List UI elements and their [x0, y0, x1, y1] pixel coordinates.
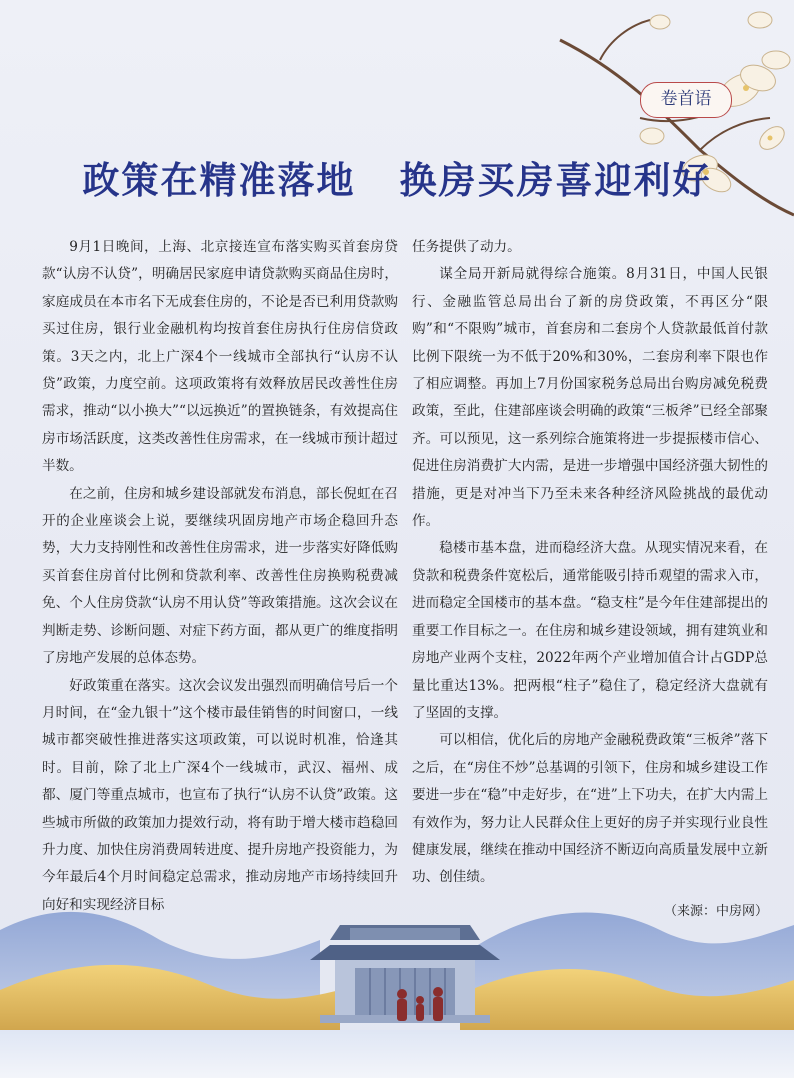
title-part-1: 政策在精准落地 — [82, 158, 356, 202]
paragraph: 谋全局开新局就得综合施策。8月31日，中国人民银行、金融监管总局出台了新的房贷政策，不再区分“限购”和“不限购”城市，首套房和二套房个人贷款最低首付款比例下限统一为不低于20%和30%，二套房利率下限也作了相应调整。再加上7月份国家税务总局出台购房减免税费政策，至此，住建部座谈会明确的政策“三板斧”已经全部聚齐。可以预见，这一系列综合施策将进一步提振楼市信心、促进住房消费扩大内需，是进一步增强中国经济强大韧性的措施，更是对冲当下乃至未来各种经济风险挑战的最优动作。 — [412, 266, 768, 530]
paragraph: 好政策重在落实。这次会议发出强烈而明确信号后一个月时间，在“金九银十”这个楼市最佳销售的时间窗口，一线城市都突破性推进落实这项政策，可以说时机准，恰逢其时。目前，除了北上广深4个一线城市，武汉、福州、成都、厦门等重点城市，也宣布了执行“认房不认贷”政策。这些城市所做的政策加力提效行动，将有助于增大楼市趋稳回升力度、加快住房消费周转进度、提升房地产投资能力，为今年最后4个月时间稳定总需求，推动房地产市场持续回升向好和实现经济目标 — [42, 677, 398, 913]
source-credit: （来源：中房网） — [663, 903, 768, 919]
title-part-2: 换房买房喜迎利好 — [399, 158, 712, 202]
paragraph: 可以相信，优化后的房地产金融税费政策“三板斧”落下之后，在“房住不炒”总基调的引领下，住房和城乡建设工作要进一步在“稳”中走好步，在“进”上下功夫，在扩大内需上有效作为，努力让人民群众住上更好的房子并实现行业良性健康发展，继续在推动中国经济不断迈向高质量发展中立新功、创佳绩。 — [412, 732, 768, 886]
paragraph: 在之前，住房和城乡建设部就发布消息，部长倪虹在召开的企业座谈会上说，要继续巩固房地产市场企稳回升态势，大力支持刚性和改善性住房需求，进一步落实好降低购买首套住房首付比例和贷款利率、改善性住房换购税费减免、个人住房贷款“认房不用认贷”等政策措施。这次会议在判断走势、诊断问题、对症下药方面，都从更广的维度指明了房地产发展的总体态势。 — [42, 485, 398, 667]
paragraph: 9月1日晚间，上海、北京接连宣布落实购买首套房贷款“认房不认贷”，明确居民家庭申请贷款购买商品住房时，家庭成员在本市名下无成套住房的，不论是否已利用贷款购买过住房，银行业金融机构均按首套住房执行住房信贷政策。3天之内，北上广深4个一线城市全部执行“认房不认贷”政策，力度空前。这项政策将有效释放居民改善性住房需求，推动“以小换大”“以远换近”的置换链条，有效提高住房市场活跃度，这类改善性住房需求，在一线城市预计超过半数。 — [42, 239, 398, 475]
section-badge: 卷首语 — [640, 82, 732, 118]
paragraph: 稳楼市基本盘，进而稳经济大盘。从现实情况来看，在贷款和税费条件宽松后，通常能吸引持币观望的需求入市，进而稳定全国楼市的基本盘。“稳支柱”是今年住建部提出的重要工作目标之一。在住房和城乡建设领域，拥有建筑业和房地产业两个支柱，2022年两个产业增加值合计占GDP总量比重达13%。把两根“柱子”稳住了，稳定经济大盘就有了坚固的支撑。 — [412, 540, 768, 721]
paragraph-continuation: 任务提供了动力。 — [412, 239, 521, 255]
